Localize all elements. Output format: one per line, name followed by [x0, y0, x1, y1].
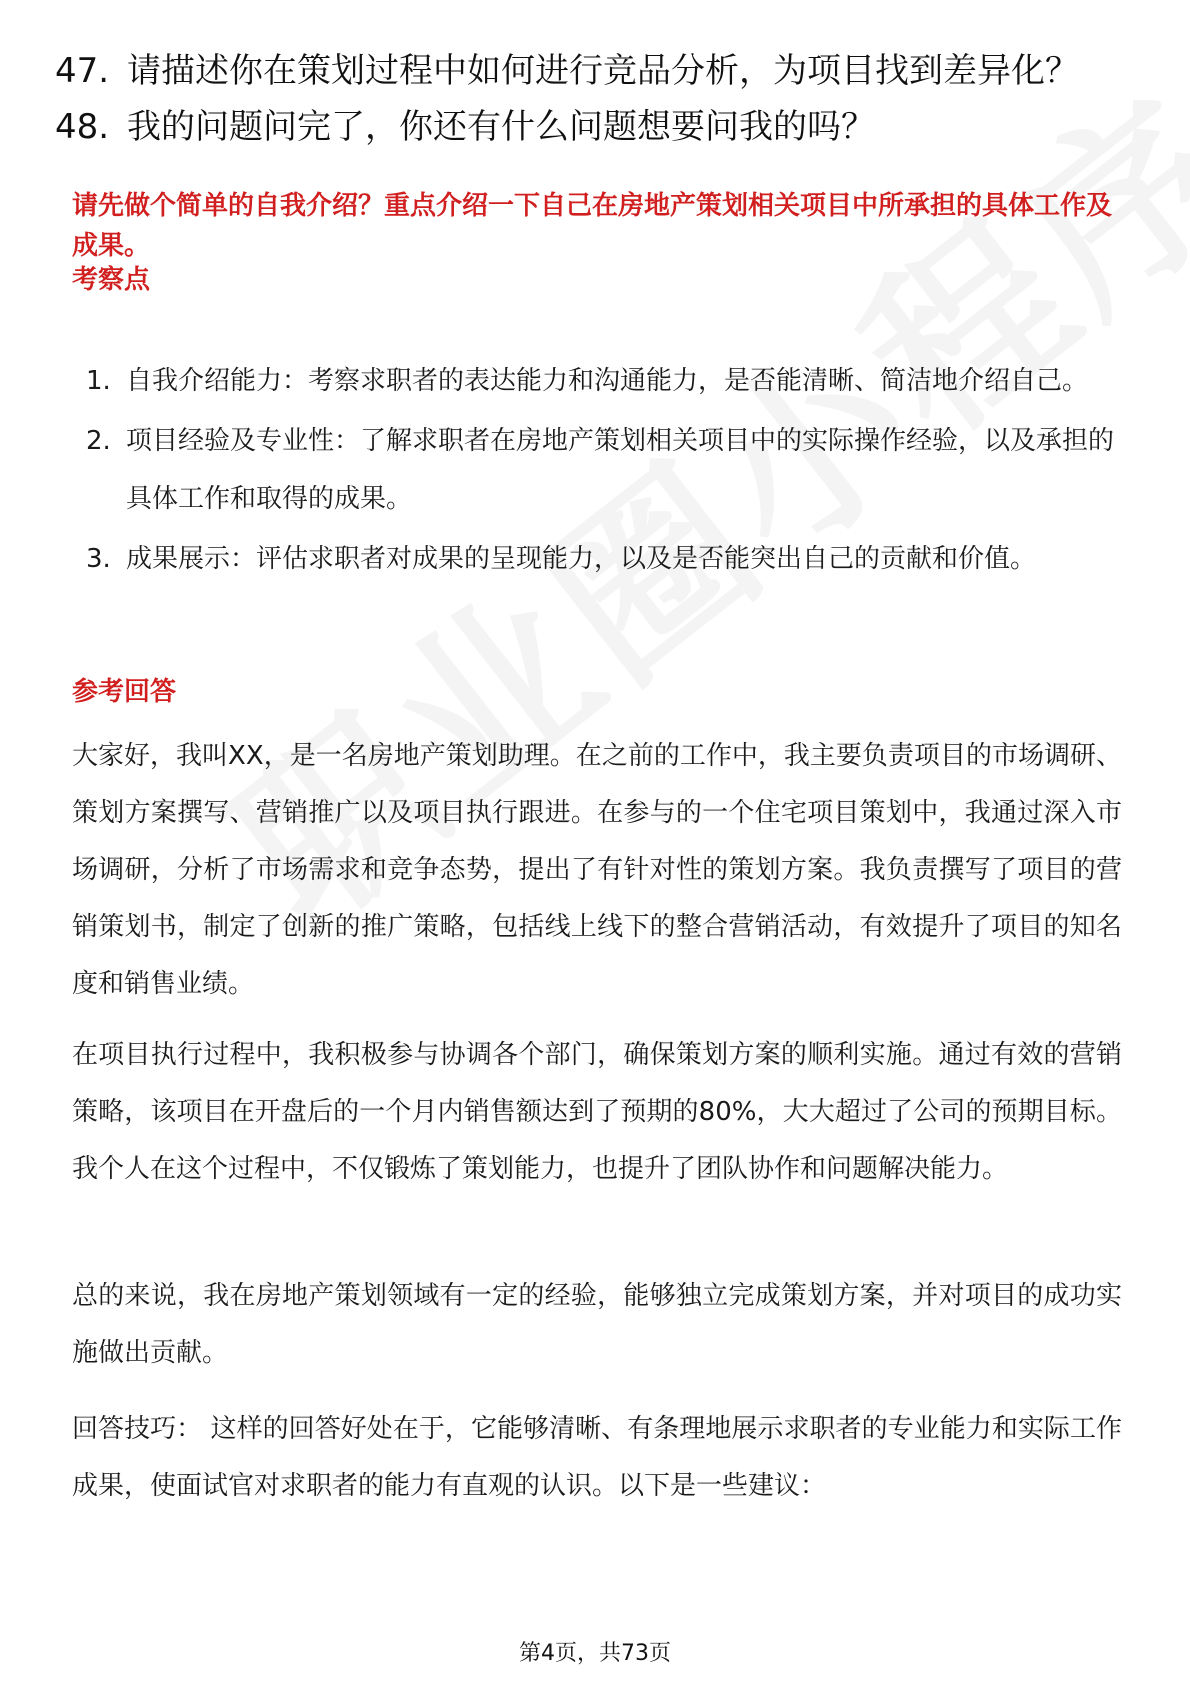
highlight-question: 请先做个简单的自我介绍？重点介绍一下自己在房地产策划相关项目中所承担的具体工作及成果。	[72, 191, 1113, 261]
question-number: 48.	[55, 107, 110, 147]
list-item-number: 2.	[86, 426, 111, 456]
answer-paragraph: 大家好，我叫XX，是一名房地产策划助理。在之前的工作中，我主要负责项目的市场调研、策划方案撰写、营销推广以及项目执行跟进。在参与的一个住宅项目策划中，我通过深入市场调研，分析了市场需求和竞争态势，提出了有针对性的策划方案。我负责撰写了项目的营销策划书，制定了创新的推广策略，包括线上线下的整合营销活动，有效提升了项目的知名度和销售业绩。	[72, 741, 1122, 999]
exam-points-list	[72, 352, 1122, 588]
list-item-number: 1.	[86, 366, 111, 396]
reference-answer-heading: 参考回答	[72, 677, 177, 707]
question-48	[55, 104, 875, 150]
list-item-text: 自我介绍能力：考察求职者的表达能力和沟通能力，是否能清晰、简洁地介绍自己。	[126, 366, 1089, 396]
answer-tips-paragraph: 回答技巧： 这样的回答好处在于，它能够清晰、有条理地展示求职者的专业能力和实际工作成果，使面试官对求职者的能力有直观的认识。以下是一些建议：	[72, 1414, 1122, 1501]
list-item-text: 成果展示：评估求职者对成果的呈现能力，以及是否能突出自己的贡献和价值。	[126, 544, 1037, 574]
list-item	[72, 530, 1122, 588]
question-text: 我的问题问完了，你还有什么问题想要问我的吗？	[127, 107, 875, 147]
answer-paragraph: 在项目执行过程中，我积极参与协调各个部门，确保策划方案的顺利实施。通过有效的营销策略，该项目在开盘后的一个月内销售额达到了预期的80%，大大超过了公司的预期目标。我个人在这个过程中，不仅锻炼了策划能力，也提升了团队协作和问题解决能力。	[72, 1040, 1122, 1184]
exam-points-heading: 考察点	[72, 265, 151, 295]
question-text: 请描述你在策划过程中如何进行竞品分析，为项目找到差异化？	[127, 51, 1079, 91]
list-item-text: 项目经验及专业性：了解求职者在房地产策划相关项目中的实际操作经验，以及承担的具体工作和取得的成果。	[126, 426, 1115, 514]
answer-paragraph: 总的来说，我在房地产策划领域有一定的经验，能够独立完成策划方案，并对项目的成功实施做出贡献。	[72, 1281, 1122, 1368]
question-47	[55, 48, 1079, 94]
question-number: 47.	[55, 51, 110, 91]
list-item	[72, 412, 1122, 528]
list-item-number: 3.	[86, 544, 111, 574]
list-item	[72, 352, 1122, 410]
page-footer: 第4页，共73页	[519, 1641, 671, 1666]
